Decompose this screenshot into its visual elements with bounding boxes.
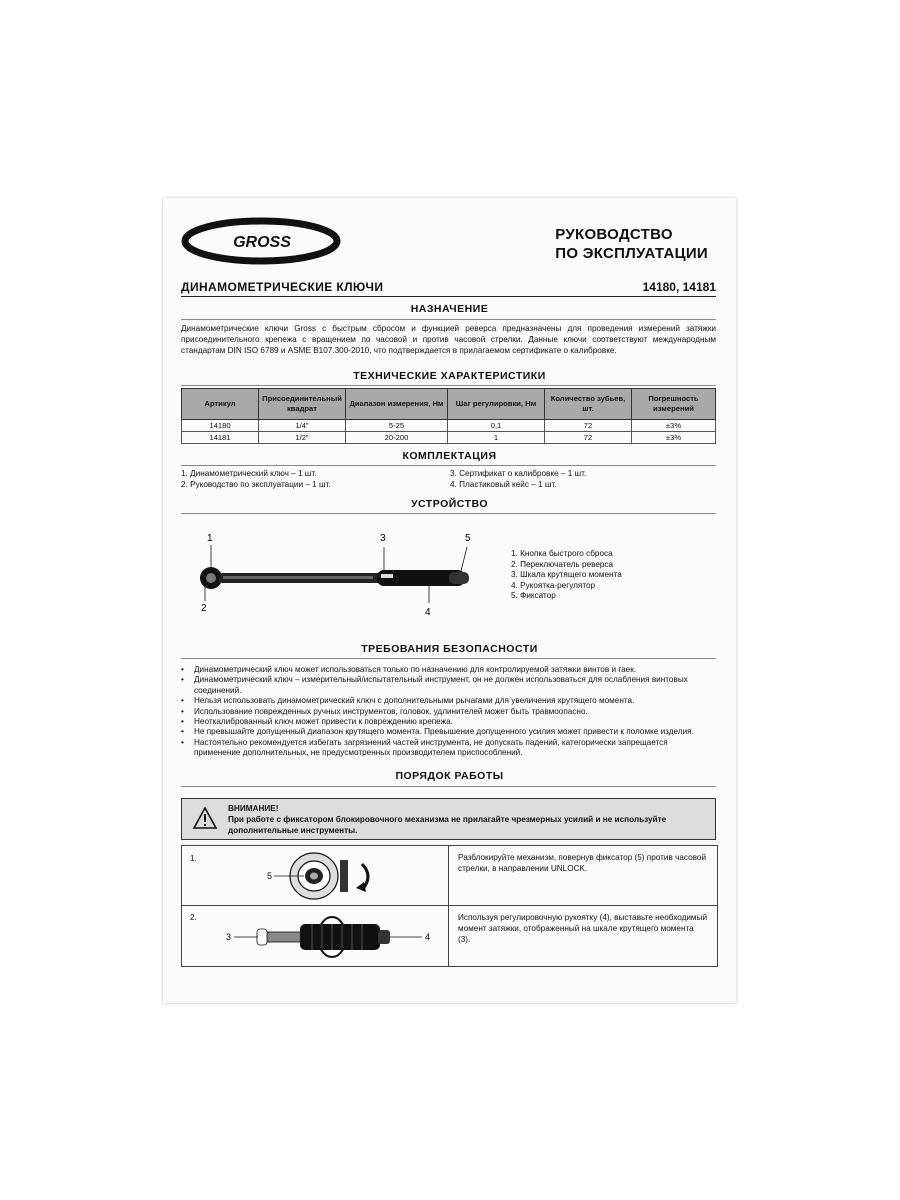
cell: 5-25: [346, 420, 448, 432]
safety-list: [181, 665, 716, 759]
kit-item: 3. Сертификат о калибровке – 1 шт.: [450, 469, 587, 478]
legend-item: 5. Фиксатор: [511, 591, 556, 600]
cell: 1/2": [259, 432, 346, 444]
list-item: [181, 738, 716, 759]
title-divider: [181, 296, 716, 297]
legend-item: 1. Кнопка быстрого сброса: [511, 549, 613, 558]
cell: ±3%: [632, 420, 716, 432]
callout-5: 5: [465, 533, 471, 544]
kit-divider: [181, 465, 716, 466]
step-number: 1.: [190, 854, 197, 863]
safety-divider: [181, 658, 716, 659]
safety-text: Динамометрический ключ – измерительный/испытательный инструмент, он не должен использоваться для ослабления винтовых соединений.: [194, 675, 688, 695]
purpose-divider: [181, 319, 716, 320]
list-item: [181, 675, 716, 696]
col-range: Диапазон измерения, Нм: [346, 389, 448, 420]
gross-logo: [181, 213, 341, 265]
step2-label-4: 4: [425, 932, 431, 942]
safety-text: Не превышайте допущенный диапазон крутящего момента. Превышение допущенного усилия может привести к поломке изделия.: [194, 727, 694, 737]
specs-table: [181, 388, 716, 444]
step-text: Разблокируйте механизм, повернув фиксатор (5) против часовой стрелки, в направлении UNLOCK.: [458, 853, 707, 873]
kit-heading: КОМПЛЕКТАЦИЯ: [402, 450, 497, 462]
safety-text: Нельзя использовать динамометрический ключ с дополнительными рычагами для увеличения крутящего момента.: [194, 696, 635, 706]
warning-box: [181, 798, 716, 840]
legend-item: 4. Рукоятка-регулятор: [511, 580, 596, 590]
callout-4: 4: [425, 607, 431, 618]
safety-text: Настоятельно рекомендуется избегать загрязнений частей инструмента, не допускать падений, категорически запрещается применение дополнительных, не предусмотренных производителем приспособлений.: [194, 737, 668, 758]
bullet: •: [181, 696, 184, 706]
step1-label-5: 5: [267, 871, 273, 881]
handle-illustration: [222, 910, 442, 964]
safety-text: Использование поврежденных ручных инструментов, головок, удлинителей может быть травмоопасно.: [194, 706, 588, 716]
guide-title: [555, 225, 708, 263]
list-item: [181, 707, 716, 717]
col-teeth: Количество зубьев, шт.: [545, 389, 632, 420]
device-heading: УСТРОЙСТВО: [410, 498, 489, 510]
steps-row-divider: [182, 905, 717, 906]
warning-text-block: [228, 803, 707, 836]
warning-text: При работе с фиксатором блокировочного механизма не прилагайте чрезмерных усилий и не используйте дополнительные инструменты.: [228, 815, 667, 835]
cell: 1/4": [259, 420, 346, 432]
legend-item: 3. Шкала крутящего момента: [511, 570, 622, 579]
safety-heading: ТРЕБОВАНИЯ БЕЗОПАСНОСТИ: [361, 643, 538, 655]
list-item: [181, 717, 716, 727]
cell: ±3%: [632, 432, 716, 444]
col-square: Присоединительный квадрат: [259, 389, 346, 420]
step2-label-3: 3: [226, 932, 232, 942]
col-accuracy: Погрешность измерений: [632, 389, 716, 420]
kit-item: 2. Руководство по эксплуатации – 1 шт.: [181, 480, 331, 489]
bullet: •: [181, 737, 184, 747]
steps-table: [181, 845, 718, 967]
list-item: [181, 727, 716, 737]
device-legend: [511, 549, 622, 602]
bullet: •: [181, 706, 184, 716]
list-item: [181, 696, 716, 706]
kit-item: 1. Динамометрический ключ – 1 шт.: [181, 469, 317, 478]
cell: 1: [448, 432, 545, 444]
warning-triangle-icon: [192, 806, 218, 830]
callout-3: 3: [380, 533, 386, 544]
cell: 20-200: [346, 432, 448, 444]
specs-divider: [181, 385, 716, 386]
procedure-heading: ПОРЯДОК РАБОТЫ: [395, 770, 504, 782]
specs-heading: ТЕХНИЧЕСКИЕ ХАРАКТЕРИСТИКИ: [353, 370, 546, 382]
cell: 72: [545, 420, 632, 432]
cell: 72: [545, 432, 632, 444]
table-row: [182, 420, 716, 432]
article-numbers: 14180, 14181: [642, 280, 716, 294]
logo-text: GROSS: [233, 234, 291, 251]
product-title: ДИНАМОМЕТРИЧЕСКИЕ КЛЮЧИ: [181, 280, 384, 294]
table-row: [182, 432, 716, 444]
list-item: [181, 665, 716, 675]
cell: 14181: [182, 432, 259, 444]
lock-knob-illustration: [264, 850, 384, 902]
wrench-diagram: [181, 523, 501, 618]
device-divider: [181, 513, 716, 514]
manual-sheet: [163, 198, 736, 1003]
safety-text: Динамометрический ключ может использоваться только по назначению для контролируемой затяжки винтов и гаек.: [194, 665, 637, 674]
guide-line-2: ПО ЭКСПЛУАТАЦИИ: [555, 245, 708, 262]
specs-header-row: [182, 389, 716, 420]
legend-item: 2. Переключатель реверса: [511, 559, 614, 569]
steps-col-divider: [448, 846, 449, 966]
guide-line-1: РУКОВОДСТВО: [555, 226, 673, 243]
callout-1: 1: [207, 533, 213, 544]
warning-title: ВНИМАНИЕ!: [228, 804, 279, 813]
col-article: Артикул: [182, 389, 259, 420]
col-step: Шаг регулировки, Нм: [448, 389, 545, 420]
purpose-heading: НАЗНАЧЕНИЕ: [410, 303, 489, 315]
cell: 14180: [182, 420, 259, 432]
cell: 0,1: [448, 420, 545, 432]
bullet: •: [181, 665, 184, 674]
bullet: •: [181, 727, 184, 737]
safety-text: Неоткалиброванный ключ может привести к повреждению крепежа.: [194, 717, 453, 727]
procedure-divider: [181, 786, 716, 787]
step-number: 2.: [190, 913, 197, 922]
callout-2: 2: [201, 603, 207, 614]
step-text: Используя регулировочную рукоятку (4), выставьте необходимый момент затяжки, отображенный на шкале крутящего момента (3).: [458, 913, 708, 944]
kit-list-right: [450, 468, 586, 490]
kit-item: 4. Пластиковый кейс – 1 шт.: [450, 480, 557, 489]
kit-list-left: [181, 468, 331, 490]
purpose-text: Динамометрические ключи Gross с быстрым сбросом и функцией реверса предназначены для проведения измерений затяжки присоединительного крепежа с вращением по часовой и против часовой стрелки. Данные ключи соответствуют международным стандартам DIN ISO 6789 и ASME B107.300-2010, что подтверждается в прилагаемом сертификате о калибровке.: [181, 324, 716, 355]
bullet: •: [181, 675, 184, 685]
callout-line-5: [461, 547, 467, 571]
bullet: •: [181, 717, 184, 727]
